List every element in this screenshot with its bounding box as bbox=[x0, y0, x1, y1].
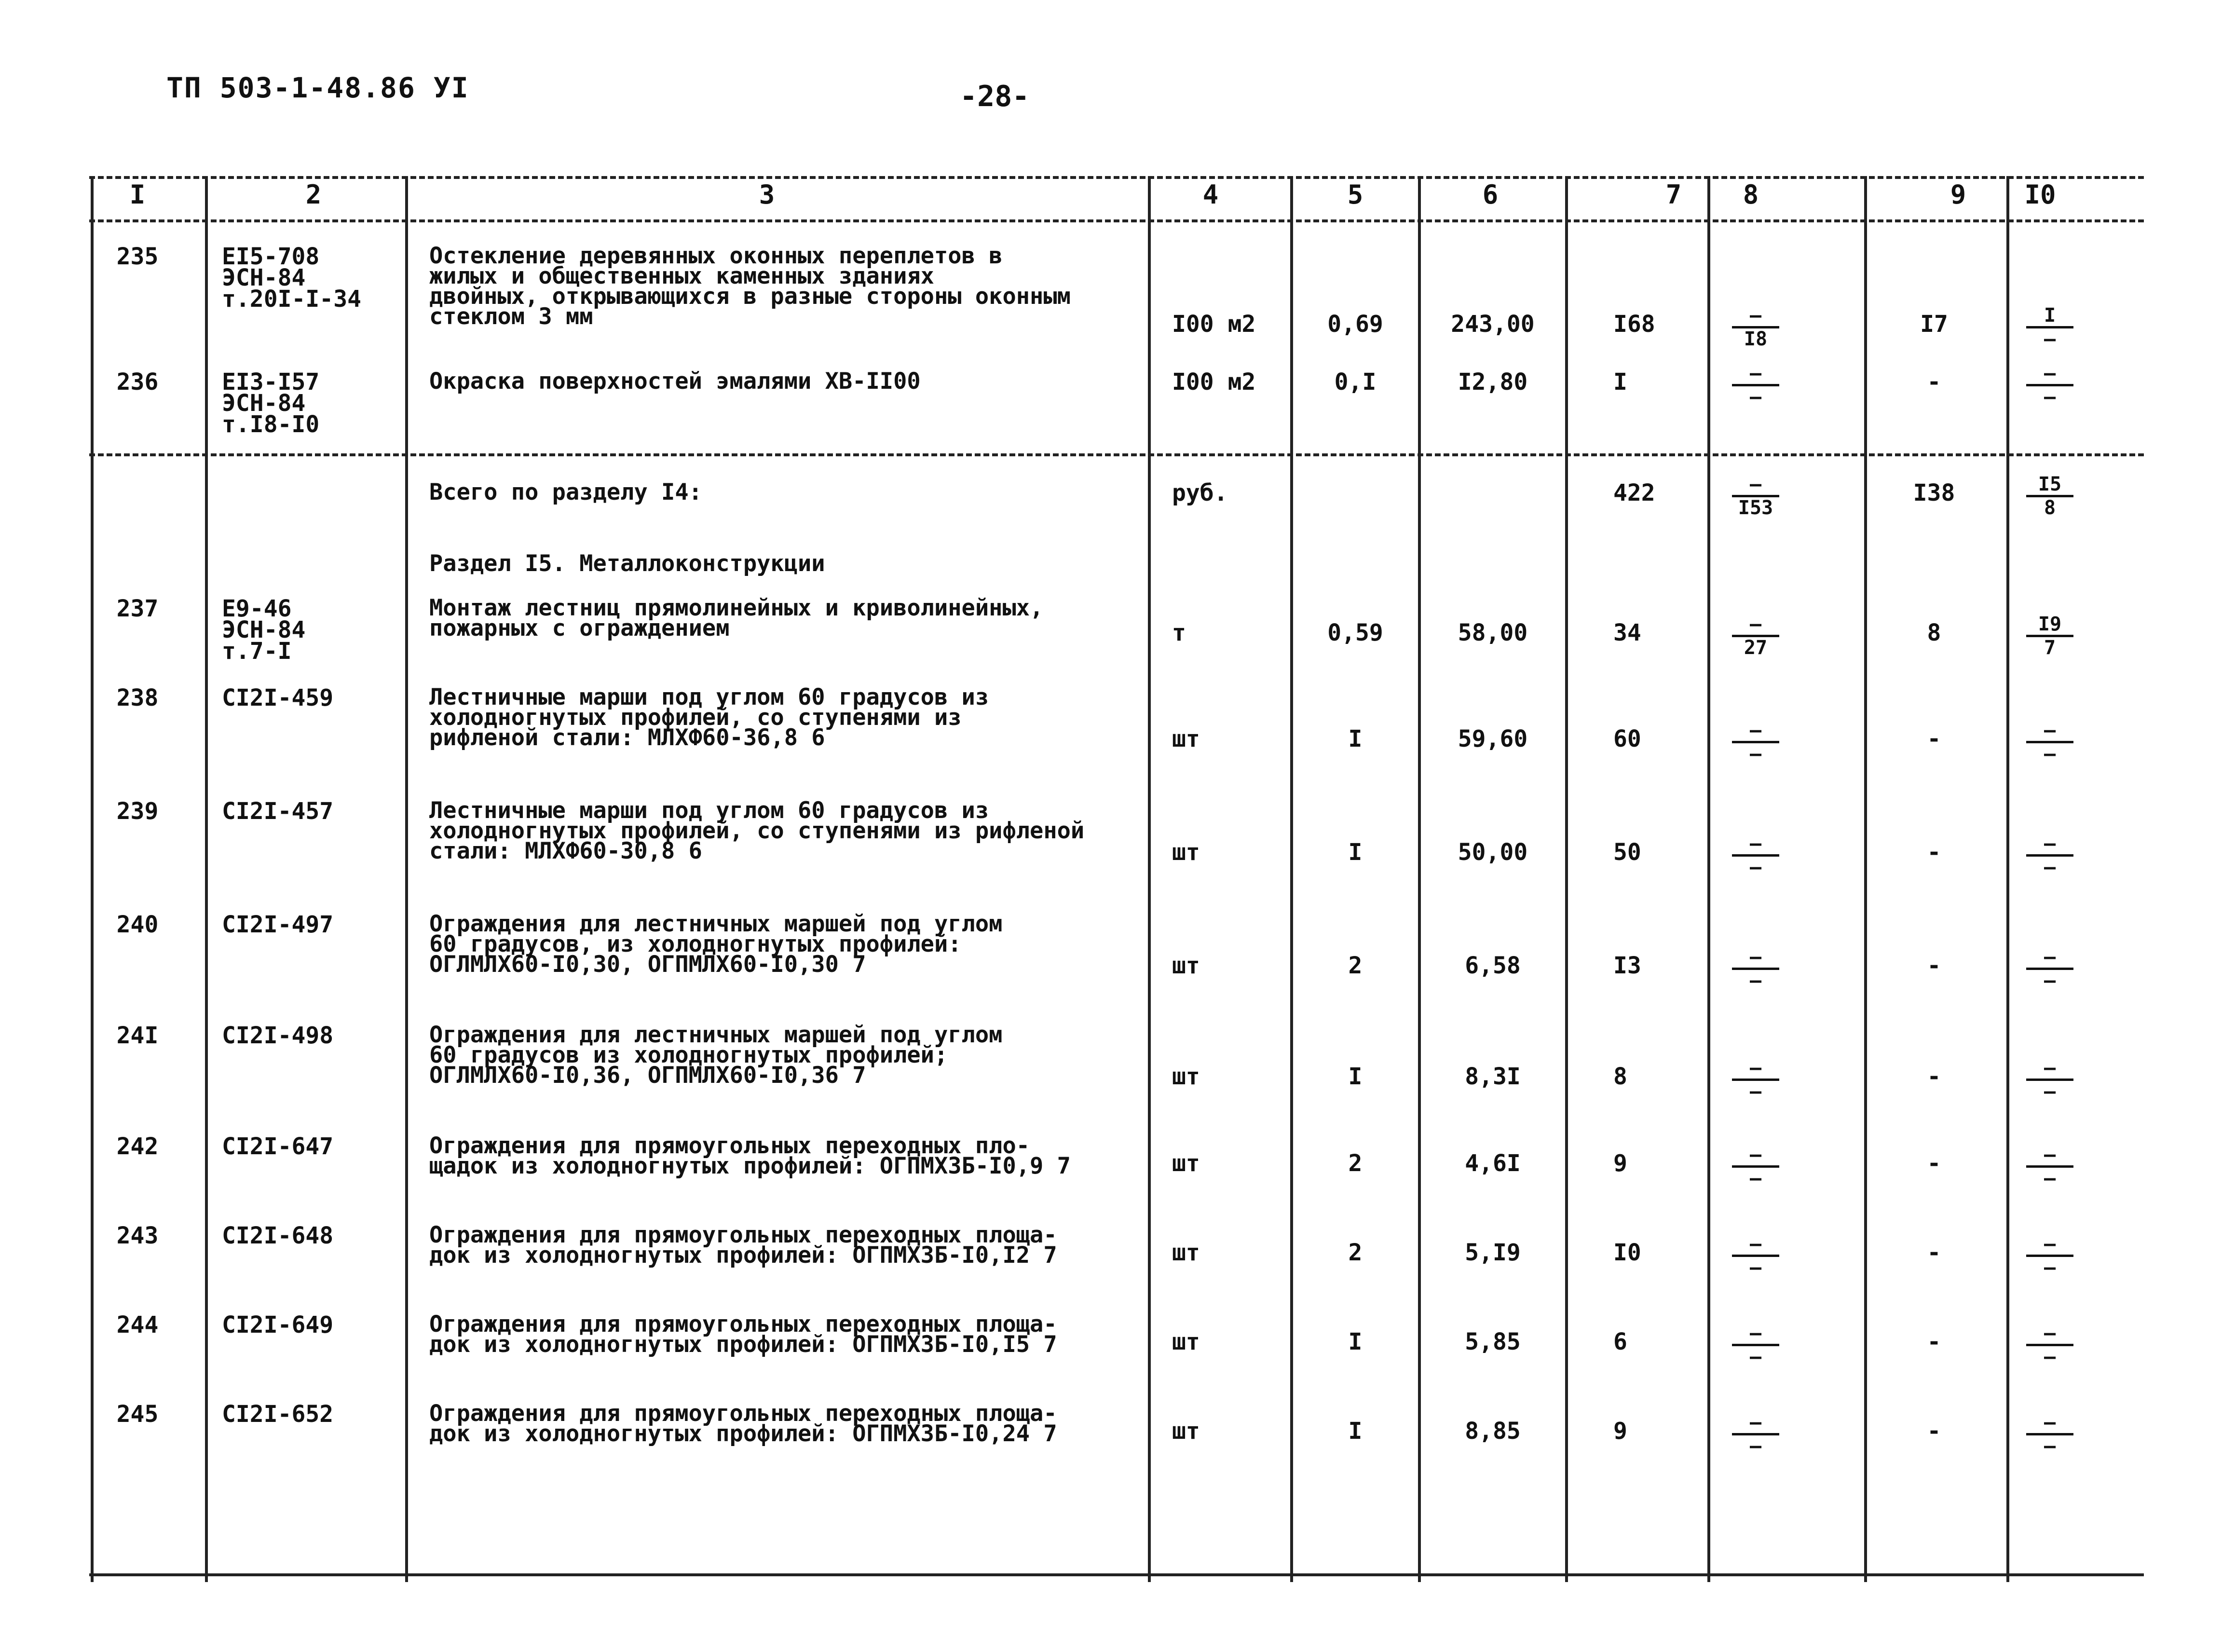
norm-code: EI5-708 bbox=[222, 243, 320, 270]
work-description: ОГЛМЛХ60-I0,36, ОГПМЛХ60-I0,36 7 bbox=[429, 1062, 866, 1089]
norm-code: CI2I-498 bbox=[222, 1022, 334, 1049]
unit-price-cell: I2,80 bbox=[1458, 369, 1528, 396]
col-divider bbox=[1864, 176, 1867, 1582]
row-number: 235 bbox=[116, 243, 159, 270]
norm-code: т.7-I bbox=[222, 638, 292, 665]
column-10-fraction-numerator: – bbox=[2044, 362, 2056, 384]
column-8-fraction-denominator: – bbox=[1749, 1080, 1762, 1103]
work-description: холодногнутых профилей, со ступенями из bbox=[429, 704, 962, 731]
column-8-fraction-numerator: – bbox=[1749, 613, 1762, 635]
total-cost-cell: I bbox=[1613, 369, 1627, 396]
column-10-fraction-numerator: – bbox=[2044, 1233, 2056, 1255]
column-10-fraction-numerator: I9 bbox=[2038, 613, 2062, 635]
column-header: 7 bbox=[1665, 179, 1682, 210]
work-description: Раздел I5. Металлоконструкции bbox=[429, 550, 825, 577]
column-8-fraction-denominator: I53 bbox=[1738, 497, 1773, 519]
unit-cell: шт bbox=[1172, 1418, 1200, 1445]
column-8-fraction-numerator: – bbox=[1749, 304, 1762, 327]
column-header: 9 bbox=[1950, 179, 1966, 210]
column-9-cell: I38 bbox=[1913, 479, 1955, 506]
column-10-fraction-denominator: – bbox=[2044, 1346, 2056, 1368]
column-8-fraction bbox=[1729, 720, 1782, 765]
column-10-fraction bbox=[2023, 1323, 2076, 1367]
unit-cell: т bbox=[1172, 619, 1186, 646]
work-description: док из холодногнутых профилей: ОГПМХ3Б-I0,I2 7 bbox=[429, 1242, 1057, 1269]
subtotal-rule bbox=[89, 453, 2144, 456]
col-divider bbox=[91, 176, 94, 1582]
norm-code: EI3-I57 bbox=[222, 369, 320, 396]
work-description: Лестничные марши под углом 60 градусов из bbox=[429, 797, 989, 824]
column-8-fraction-numerator: – bbox=[1749, 1322, 1762, 1344]
column-header: I bbox=[129, 179, 146, 210]
norm-code: т.I8-I0 bbox=[222, 411, 320, 438]
column-8-fraction-numerator: – bbox=[1749, 473, 1762, 495]
row-number: 245 bbox=[116, 1401, 159, 1428]
column-9-cell: - bbox=[1927, 725, 1941, 752]
quantity-cell: 2 bbox=[1348, 1239, 1363, 1266]
work-description: пожарных с ограждением bbox=[429, 615, 730, 642]
column-8-fraction-numerator: – bbox=[1749, 1233, 1762, 1255]
table-top-rule bbox=[89, 176, 2144, 179]
column-8-fraction-denominator: – bbox=[1749, 1435, 1762, 1457]
unit-cell: шт bbox=[1172, 725, 1200, 752]
column-10-fraction bbox=[2023, 474, 2076, 519]
column-header: 8 bbox=[1743, 179, 1759, 210]
col-divider bbox=[1148, 176, 1151, 1582]
column-8-fraction-numerator: – bbox=[1749, 1057, 1762, 1079]
total-cost-cell: I3 bbox=[1613, 952, 1641, 979]
column-8-fraction-denominator: – bbox=[1749, 1167, 1762, 1189]
column-9-cell: - bbox=[1927, 1418, 1941, 1445]
column-10-fraction bbox=[2023, 305, 2076, 350]
column-header: 6 bbox=[1482, 179, 1499, 210]
header-bottom-rule bbox=[89, 219, 2144, 222]
column-10-fraction bbox=[2023, 1057, 2076, 1102]
unit-price-cell: 59,60 bbox=[1458, 725, 1528, 752]
column-10-fraction bbox=[2023, 946, 2076, 991]
unit-price-cell: 4,6I bbox=[1465, 1150, 1521, 1177]
column-8-fraction-numerator: – bbox=[1749, 833, 1762, 855]
work-description: Ограждения для прямоугольных переходных площа- bbox=[429, 1400, 1057, 1427]
unit-cell: руб. bbox=[1172, 479, 1228, 506]
row-number: 236 bbox=[116, 369, 159, 396]
norm-code: т.20I-I-34 bbox=[222, 286, 361, 313]
column-8-fraction-numerator: – bbox=[1749, 1411, 1762, 1434]
unit-cell: шт bbox=[1172, 1239, 1200, 1266]
column-10-fraction-denominator: 7 bbox=[2044, 637, 2056, 659]
column-10-fraction-denominator: – bbox=[2044, 386, 2056, 408]
column-8-fraction-numerator: – bbox=[1749, 946, 1762, 968]
total-cost-cell: 60 bbox=[1613, 725, 1641, 752]
column-8-fraction-numerator: – bbox=[1749, 1144, 1762, 1166]
table-bottom-rule bbox=[89, 1573, 2144, 1576]
column-10-fraction-denominator: – bbox=[2044, 1167, 2056, 1189]
column-8-fraction-denominator: – bbox=[1749, 1256, 1762, 1279]
work-description: Ограждения для лестничных маршей под углом bbox=[429, 1022, 1003, 1048]
column-8-fraction-denominator: – bbox=[1749, 969, 1762, 992]
norm-code: ЭСН-84 bbox=[222, 390, 306, 417]
column-8-fraction-denominator: – bbox=[1749, 1346, 1762, 1368]
work-description: Ограждения для прямоугольных переходных площа- bbox=[429, 1311, 1057, 1338]
column-header: I0 bbox=[2024, 179, 2056, 210]
column-10-fraction-numerator: – bbox=[2044, 1144, 2056, 1166]
column-8-fraction bbox=[1729, 1233, 1782, 1278]
work-description: рифленой стали: МЛХФ60-36,8 6 bbox=[429, 724, 825, 751]
column-10-fraction-denominator: – bbox=[2044, 743, 2056, 765]
unit-price-cell: 5,85 bbox=[1465, 1328, 1521, 1355]
column-8-fraction bbox=[1729, 1144, 1782, 1189]
total-cost-cell: 422 bbox=[1613, 479, 1655, 506]
column-8-fraction-denominator: – bbox=[1749, 743, 1762, 765]
row-number: 237 bbox=[116, 595, 159, 622]
quantity-cell: I bbox=[1348, 839, 1363, 866]
col-divider bbox=[1290, 176, 1293, 1582]
column-9-cell: I7 bbox=[1920, 311, 1948, 338]
column-8-fraction bbox=[1729, 1057, 1782, 1102]
quantity-cell: 2 bbox=[1348, 952, 1363, 979]
unit-cell: I00 м2 bbox=[1172, 311, 1256, 338]
column-10-fraction bbox=[2023, 1233, 2076, 1278]
work-description: док из холодногнутых профилей: ОГПМХ3Б-I0,24 7 bbox=[429, 1420, 1057, 1447]
work-description: Лестничные марши под углом 60 градусов из bbox=[429, 684, 989, 710]
norm-code: ЭСН-84 bbox=[222, 264, 306, 291]
quantity-cell: 0,69 bbox=[1327, 311, 1383, 338]
unit-price-cell: 8,3I bbox=[1465, 1063, 1521, 1090]
unit-cell: I00 м2 bbox=[1172, 369, 1256, 396]
total-cost-cell: 50 bbox=[1613, 839, 1641, 866]
unit-cell: шт bbox=[1172, 1328, 1200, 1355]
column-8-fraction bbox=[1729, 1323, 1782, 1367]
work-description: Всего по разделу I4: bbox=[429, 479, 702, 505]
column-8-fraction-denominator: 27 bbox=[1744, 637, 1768, 659]
column-10-fraction bbox=[2023, 1144, 2076, 1189]
quantity-cell: 0,59 bbox=[1327, 619, 1383, 646]
column-10-fraction-numerator: – bbox=[2044, 719, 2056, 741]
unit-price-cell: 6,58 bbox=[1465, 952, 1521, 979]
norm-code: CI2I-649 bbox=[222, 1311, 334, 1338]
column-9-cell: - bbox=[1927, 1063, 1941, 1090]
quantity-cell: 2 bbox=[1348, 1150, 1363, 1177]
work-description: Ограждения для лестничных маршей под углом bbox=[429, 911, 1003, 937]
column-10-fraction-numerator: – bbox=[2044, 833, 2056, 855]
column-8-fraction-denominator: – bbox=[1749, 386, 1762, 408]
norm-code: CI2I-652 bbox=[222, 1401, 334, 1428]
norm-code: ЭСН-84 bbox=[222, 616, 306, 643]
column-8-fraction-denominator: I8 bbox=[1744, 328, 1768, 350]
column-9-cell: 8 bbox=[1927, 619, 1941, 646]
column-9-cell: - bbox=[1927, 369, 1941, 396]
column-10-fraction bbox=[2023, 720, 2076, 765]
work-description: Монтаж лестниц прямолинейных и криволинейных, bbox=[429, 595, 1044, 621]
column-10-fraction-denominator: 8 bbox=[2044, 497, 2056, 519]
column-10-fraction bbox=[2023, 614, 2076, 658]
total-cost-cell: 34 bbox=[1613, 619, 1641, 646]
norm-code: CI2I-647 bbox=[222, 1133, 334, 1160]
work-description: док из холодногнутых профилей: ОГПМХ3Б-I0,I5 7 bbox=[429, 1331, 1057, 1358]
row-number: 240 bbox=[116, 911, 159, 938]
column-10-fraction-numerator: I bbox=[2044, 304, 2056, 327]
unit-cell: шт bbox=[1172, 952, 1200, 979]
work-description: холодногнутых профилей, со ступенями из рифленой bbox=[429, 818, 1085, 844]
norm-code: CI2I-497 bbox=[222, 911, 334, 938]
column-8-fraction-numerator: – bbox=[1749, 362, 1762, 384]
col-divider bbox=[1707, 176, 1710, 1582]
unit-cell: шт bbox=[1172, 1150, 1200, 1177]
column-header: 2 bbox=[305, 179, 322, 210]
work-description: ОГЛМЛХ60-I0,30, ОГПМЛХ60-I0,30 7 bbox=[429, 951, 866, 978]
work-description: Окраска поверхностей эмалями ХВ-II00 bbox=[429, 368, 921, 395]
work-description: 60 градусов, из холодногнутых профилей: bbox=[429, 931, 962, 957]
column-10-fraction-numerator: – bbox=[2044, 946, 2056, 968]
column-10-fraction-denominator: – bbox=[2044, 328, 2056, 350]
work-description: щадок из холодногнутых профилей: ОГПМХ3Б-I0,9 7 bbox=[429, 1153, 1071, 1179]
column-8-fraction bbox=[1729, 614, 1782, 658]
norm-code: CI2I-459 bbox=[222, 684, 334, 711]
column-10-fraction-denominator: – bbox=[2044, 856, 2056, 878]
quantity-cell: I bbox=[1348, 1328, 1363, 1355]
column-10-fraction-numerator: – bbox=[2044, 1411, 2056, 1434]
unit-cell: шт bbox=[1172, 1063, 1200, 1090]
column-10-fraction-numerator: I5 bbox=[2038, 473, 2062, 495]
work-description: Остекление деревянных оконных переплетов в bbox=[429, 243, 1003, 269]
total-cost-cell: I0 bbox=[1613, 1239, 1641, 1266]
column-10-fraction-denominator: – bbox=[2044, 969, 2056, 992]
row-number: 239 bbox=[116, 798, 159, 825]
total-cost-cell: 9 bbox=[1613, 1150, 1627, 1177]
work-description: стали: МЛХФ60-30,8 6 bbox=[429, 838, 702, 864]
unit-price-cell: 50,00 bbox=[1458, 839, 1528, 866]
quantity-cell: 0,I bbox=[1334, 369, 1377, 396]
column-10-fraction-denominator: – bbox=[2044, 1256, 2056, 1279]
column-9-cell: - bbox=[1927, 1328, 1941, 1355]
column-10-fraction bbox=[2023, 833, 2076, 878]
work-description: жилых и общественных каменных зданиях bbox=[429, 263, 934, 289]
column-8-fraction bbox=[1729, 946, 1782, 991]
unit-price-cell: 58,00 bbox=[1458, 619, 1528, 646]
total-cost-cell: 6 bbox=[1613, 1328, 1627, 1355]
column-10-fraction-numerator: – bbox=[2044, 1322, 2056, 1344]
unit-cell: шт bbox=[1172, 839, 1200, 866]
row-number: 243 bbox=[116, 1222, 159, 1249]
work-description: 60 градусов из холодногнутых профилей; bbox=[429, 1042, 948, 1068]
norm-code: CI2I-457 bbox=[222, 798, 334, 825]
total-cost-cell: I68 bbox=[1613, 311, 1655, 338]
total-cost-cell: 9 bbox=[1613, 1418, 1627, 1445]
row-number: 238 bbox=[116, 684, 159, 711]
column-8-fraction bbox=[1729, 833, 1782, 878]
work-description: стеклом 3 мм bbox=[429, 303, 593, 330]
unit-price-cell: 8,85 bbox=[1465, 1418, 1521, 1445]
unit-price-cell: 5,I9 bbox=[1465, 1239, 1521, 1266]
column-9-cell: - bbox=[1927, 952, 1941, 979]
column-8-fraction bbox=[1729, 305, 1782, 350]
column-8-fraction bbox=[1729, 363, 1782, 408]
column-8-fraction bbox=[1729, 474, 1782, 519]
col-divider bbox=[405, 176, 408, 1582]
column-8-fraction-denominator: – bbox=[1749, 856, 1762, 878]
column-9-cell: - bbox=[1927, 1150, 1941, 1177]
column-9-cell: - bbox=[1927, 839, 1941, 866]
work-description: двойных, открывающихся в разные стороны оконным bbox=[429, 283, 1071, 310]
col-divider bbox=[205, 176, 208, 1582]
total-cost-cell: 8 bbox=[1613, 1063, 1627, 1090]
col-divider bbox=[1565, 176, 1568, 1582]
column-10-fraction-denominator: – bbox=[2044, 1435, 2056, 1457]
column-header: 5 bbox=[1347, 179, 1363, 210]
unit-price-cell: 243,00 bbox=[1451, 311, 1535, 338]
row-number: 244 bbox=[116, 1311, 159, 1338]
row-number: 242 bbox=[116, 1133, 159, 1160]
norm-code: E9-46 bbox=[222, 595, 292, 622]
col-divider bbox=[2006, 176, 2009, 1582]
work-description: Ограждения для прямоугольных переходных площа- bbox=[429, 1222, 1057, 1248]
column-9-cell: - bbox=[1927, 1239, 1941, 1266]
quantity-cell: I bbox=[1348, 1063, 1363, 1090]
work-description: Ограждения для прямоугольных переходных пло- bbox=[429, 1133, 1030, 1159]
quantity-cell: I bbox=[1348, 725, 1363, 752]
col-divider bbox=[1418, 176, 1421, 1582]
column-10-fraction bbox=[2023, 363, 2076, 408]
norm-code: CI2I-648 bbox=[222, 1222, 334, 1249]
document-code: ТП 503-1-48.86 УI bbox=[166, 71, 469, 104]
column-header: 3 bbox=[759, 179, 775, 210]
column-8-fraction bbox=[1729, 1412, 1782, 1457]
column-10-fraction-denominator: – bbox=[2044, 1080, 2056, 1103]
page-number: -28- bbox=[960, 80, 1030, 113]
row-number: 24I bbox=[116, 1022, 159, 1049]
column-10-fraction bbox=[2023, 1412, 2076, 1457]
column-10-fraction-numerator: – bbox=[2044, 1057, 2056, 1079]
column-8-fraction-numerator: – bbox=[1749, 719, 1762, 741]
quantity-cell: I bbox=[1348, 1418, 1363, 1445]
column-header: 4 bbox=[1202, 179, 1219, 210]
